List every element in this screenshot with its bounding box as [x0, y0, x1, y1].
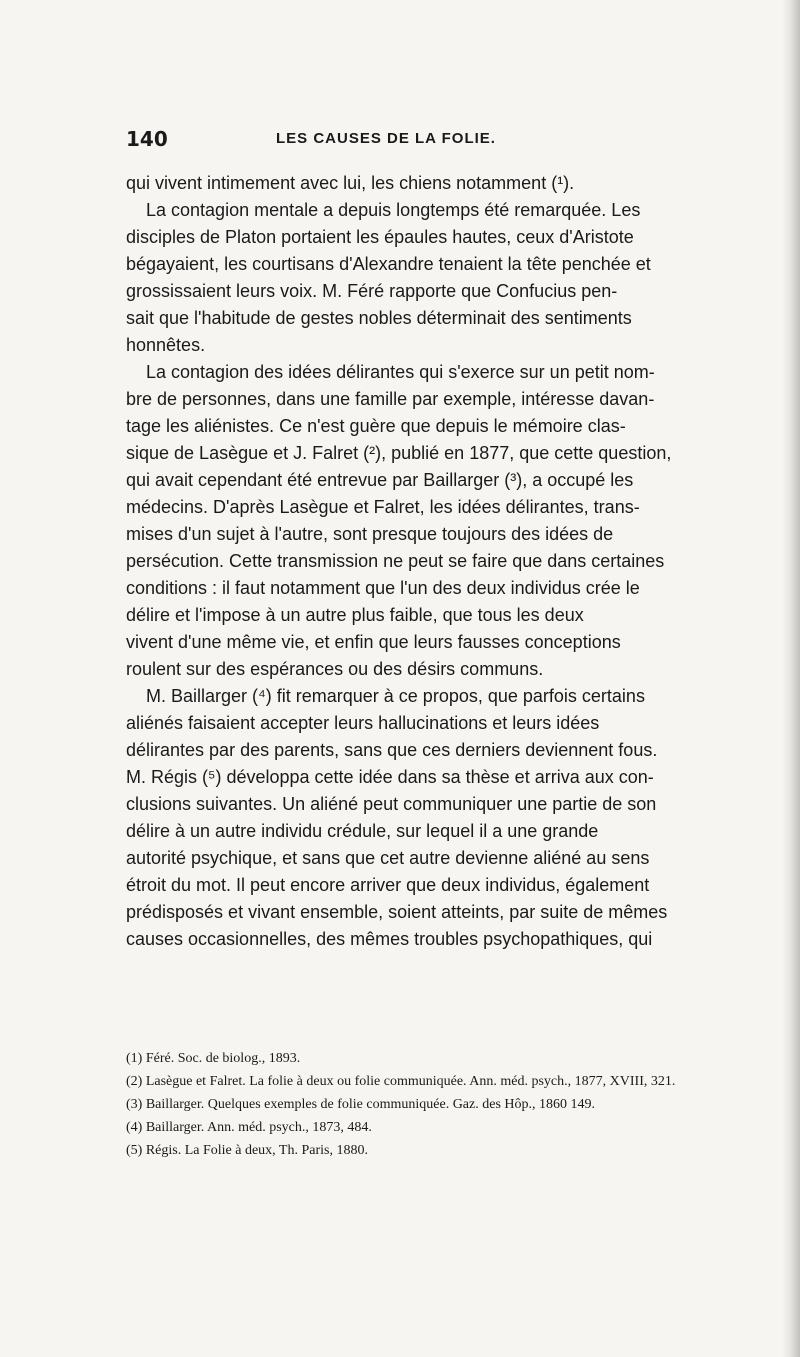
text-line: qui vivent intimement avec lui, les chiens notamment (¹).: [126, 173, 575, 193]
text-line: La contagion des idées délirantes qui s'exerce sur un petit nom-: [146, 362, 655, 382]
paragraph-2: [126, 359, 700, 683]
text-line: clusions suivantes. Un aliéné peut communiquer une partie de son: [126, 794, 657, 814]
footnote-5: (5) Régis. La Folie à deux, Th. Paris, 1880.: [126, 1143, 368, 1158]
page-edge-shadow: [782, 0, 800, 1357]
paragraph-1: [126, 170, 700, 359]
text-line: tage les aliénistes. Ce n'est guère que depuis le mémoire clas-: [126, 416, 626, 436]
text-line: délire à un autre individu crédule, sur lequel il a une grande: [126, 821, 599, 841]
text-line: M. Baillarger (⁴) fit remarquer à ce propos, que parfois certains: [146, 686, 645, 706]
footnotes: [126, 1049, 700, 1164]
text-line: roulent sur des espérances ou des désirs communs.: [126, 659, 544, 679]
text-line: disciples de Platon portaient les épaules hautes, ceux d'Aristote: [126, 227, 634, 247]
page-number: 140: [126, 127, 168, 151]
text-line: grossissaient leurs voix. M. Féré rapporte que Confucius pen-: [126, 281, 618, 301]
text-line: étroit du mot. Il peut encore arriver que deux individus, également: [126, 875, 650, 895]
text-line: mises d'un sujet à l'autre, sont presque toujours des idées de: [126, 524, 614, 544]
footnote-2: (2) Lasègue et Falret. La folie à deux ou folie communiquée. Ann. méd. psych., 1877, XVIII, 321.: [126, 1074, 676, 1089]
text-line: bre de personnes, dans une famille par exemple, intéresse davan-: [126, 389, 655, 409]
paragraph-3: [126, 683, 700, 953]
text-line: La contagion mentale a depuis longtemps été remarquée. Les: [146, 200, 641, 220]
text-line: sait que l'habitude de gestes nobles déterminait des sentiments: [126, 308, 632, 328]
text-line: causes occasionnelles, des mêmes troubles psychopathiques, qui: [126, 929, 653, 949]
running-title: LES CAUSES DE LA FOLIE.: [276, 130, 496, 147]
page-header: [126, 127, 686, 157]
text-line: sique de Lasègue et J. Falret (²), publié en 1877, que cette question,: [126, 443, 672, 463]
text-line: autorité psychique, et sans que cet autre devienne aliéné au sens: [126, 848, 650, 868]
footnote-3: (3) Baillarger. Quelques exemples de folie communiquée. Gaz. des Hôp., 1860 149.: [126, 1097, 596, 1112]
body-text: [126, 170, 700, 953]
text-line: persécution. Cette transmission ne peut se faire que dans certaines: [126, 551, 665, 571]
text-line: conditions : il faut notamment que l'un des deux individus crée le: [126, 578, 640, 598]
text-line: honnêtes.: [126, 335, 206, 355]
text-line: vivent d'une même vie, et enfin que leurs fausses conceptions: [126, 632, 621, 652]
text-line: bégayaient, les courtisans d'Alexandre tenaient la tête penchée et: [126, 254, 651, 274]
text-line: prédisposés et vivant ensemble, soient atteints, par suite de mêmes: [126, 902, 668, 922]
footnote-4: (4) Baillarger. Ann. méd. psych., 1873, 484.: [126, 1120, 372, 1135]
text-line: délirantes par des parents, sans que ces derniers deviennent fous.: [126, 740, 658, 760]
text-line: aliénés faisaient accepter leurs hallucinations et leurs idées: [126, 713, 600, 733]
footnote-1: (1) Féré. Soc. de biolog., 1893.: [126, 1051, 301, 1066]
text-line: M. Régis (⁵) développa cette idée dans sa thèse et arriva aux con-: [126, 767, 654, 787]
text-line: délire et l'impose à un autre plus faible, que tous les deux: [126, 605, 584, 625]
text-line: qui avait cependant été entrevue par Baillarger (³), a occupé les: [126, 470, 634, 490]
text-line: médecins. D'après Lasègue et Falret, les idées délirantes, trans-: [126, 497, 640, 517]
